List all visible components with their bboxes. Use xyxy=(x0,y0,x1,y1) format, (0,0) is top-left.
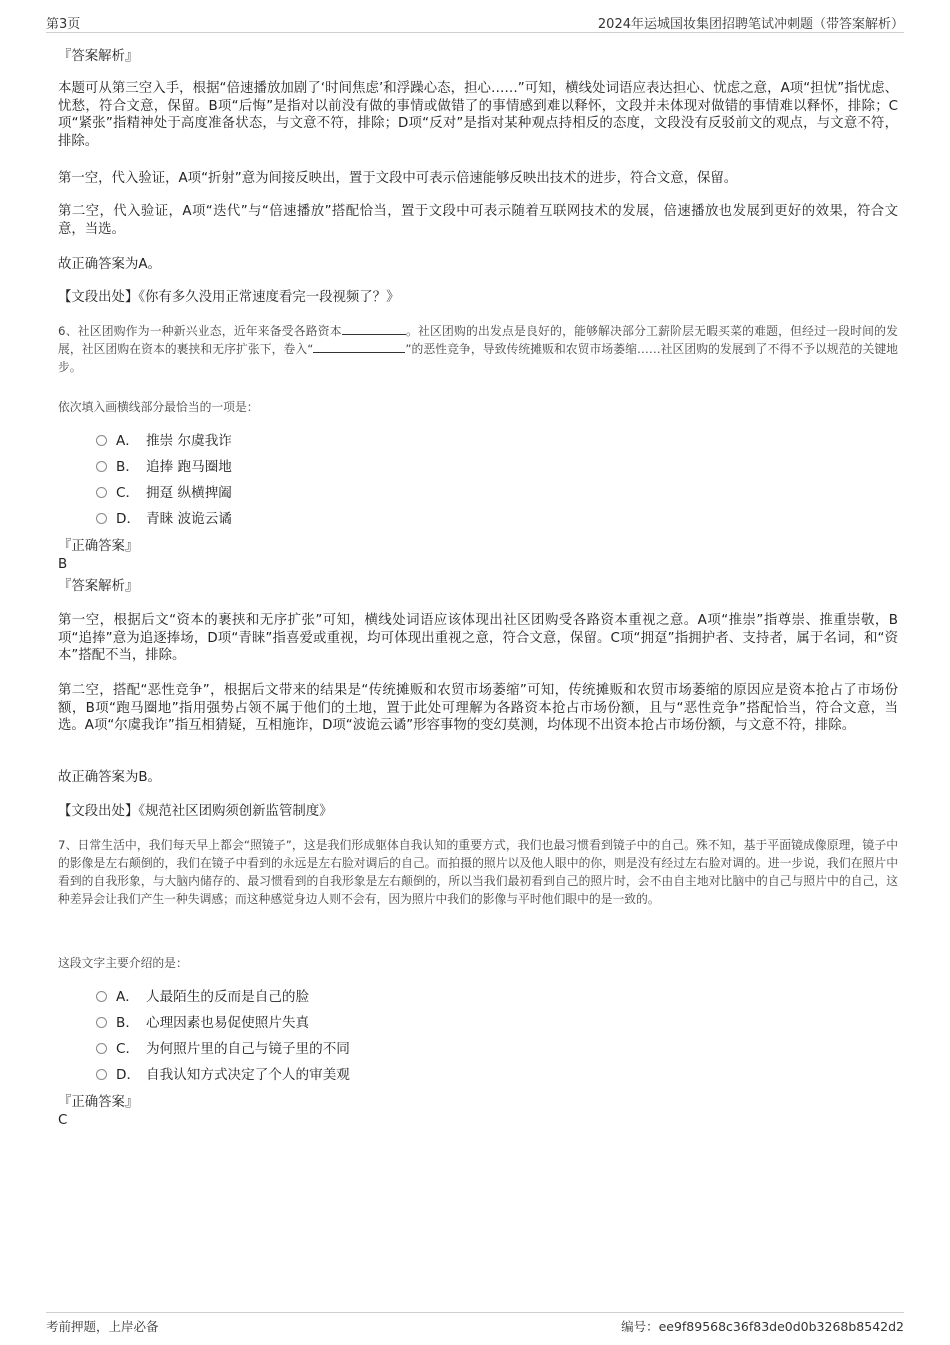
question-6-text: 6、社区团购作为一种新兴业态，近年来备受各路资本 。社区团购的出发点是良好的，能够解决部分工薪阶层无暇买菜的难题，但经过一段时间的发展，社区团购在资本的裹挟和无序扩张下，卷入“ ”的恶性竞争，导致传统摊贩和农贸市场萎缩……社区团购的发展到了不得不予以规范的关键地步。 xyxy=(58,324,898,374)
option-b[interactable]: B． 心理因素也易促使照片失真 xyxy=(96,1010,350,1036)
footer-slogan: 考前押题，上岸必备 xyxy=(46,1319,159,1334)
correct-answer-label: 『正确答案』 xyxy=(58,539,139,554)
question-6-prompt: 依次填入画横线部分最恰当的一项是： xyxy=(58,400,259,414)
option-a[interactable]: A． 人最陌生的反而是自己的脸 xyxy=(96,984,350,1010)
radio-icon[interactable] xyxy=(96,1043,107,1054)
option-d[interactable]: D． 自我认知方式决定了个人的审美观 xyxy=(96,1062,350,1088)
radio-icon[interactable] xyxy=(96,487,107,498)
page-header xyxy=(46,10,904,33)
correct-answer-label: 『正确答案』 xyxy=(58,1095,139,1110)
radio-icon[interactable] xyxy=(96,513,107,524)
document-code: 编号：ee9f89568c36f83de0d0b3268b8542d2 xyxy=(621,1319,904,1334)
radio-icon[interactable] xyxy=(96,1017,107,1028)
analysis-paragraph: 第一空，根据后文“资本的裹挟和无序扩张”可知，横线处词语应该体现出社区团购受各路资本重视之意。A项“推崇”指尊崇、推重崇敬，B项“追捧”意为追逐捧场，D项“青睐”指喜爱或重视，均可体现出重视之意，符合文意，保留。C项“拥趸”指拥护者、支持者，属于名词，和“资本”搭配不当，排除。 xyxy=(58,613,898,663)
page-number: 第3页 xyxy=(46,17,81,32)
analysis-label: 『答案解析』 xyxy=(58,579,139,594)
correct-answer: C xyxy=(58,1113,68,1128)
radio-icon[interactable] xyxy=(96,461,107,472)
blank-1 xyxy=(342,322,406,335)
question-7-prompt: 这段文字主要介绍的是： xyxy=(58,956,188,970)
answer-conclusion: 故正确答案为B。 xyxy=(58,770,161,785)
blank-2 xyxy=(313,340,405,353)
analysis-paragraph: 第二空，代入验证，A项“迭代”与“倍速播放”搭配恰当，置于文段中可表示随着互联网技术的发展，倍速播放也发展到更好的效果，符合文意，当选。 xyxy=(58,204,898,237)
radio-icon[interactable] xyxy=(96,1069,107,1080)
analysis-label: 『答案解析』 xyxy=(58,49,139,64)
option-b[interactable]: B． 追捧 跑马圈地 xyxy=(96,454,232,480)
question-6-options xyxy=(96,428,232,532)
page-footer xyxy=(46,1312,904,1337)
analysis-paragraph: 第二空，搭配“恶性竞争”，根据后文带来的结果是“传统摊贩和农贸市场萎缩”可知，传统摊贩和农贸市场萎缩的原因应是资本抢占了市场份额，B项“跑马圈地”指用强势占领不属于他们的土地，置于此处可理解为各路资本抢占市场份额，且与“恶性竞争”搭配恰当，符合文意，当选。A项“尔虞我诈”指互相猜疑，互相施诈，D项“波诡云谲”形容事物的变幻莫测，均体现不出资本抢占市场份额，与文意不符，排除。 xyxy=(58,683,898,733)
option-a[interactable]: A． 推崇 尔虞我诈 xyxy=(96,428,232,454)
document-title: 2024年运城国妆集团招聘笔试冲刺题（带答案解析） xyxy=(597,17,904,32)
radio-icon[interactable] xyxy=(96,435,107,446)
text-source: 【文段出处】《你有多久没用正常速度看完一段视频了？》 xyxy=(58,290,400,305)
question-7-options xyxy=(96,984,350,1088)
radio-icon[interactable] xyxy=(96,991,107,1002)
analysis-paragraph: 第一空，代入验证，A项“折射”意为间接反映出，置于文段中可表示倍速能够反映出技术的进步，符合文意，保留。 xyxy=(58,171,738,186)
option-d[interactable]: D． 青睐 波诡云谲 xyxy=(96,506,232,532)
text-source: 【文段出处】《规范社区团购须创新监管制度》 xyxy=(58,804,333,819)
analysis-paragraph: 本题可从第三空入手，根据“倍速播放加剧了‘时间焦虑’和浮躁心态，担心……”可知，横线处词语应表达担心、忧虑之意，A项“担忧”指忧虑、忧愁，符合文意，保留。B项“后悔”是指对以前没有做的事情或做错了的事情感到难以释怀，文段并未体现对做错的事情难以释怀，排除；C项“紧张”指精神处于高度准备状态，与文意不符，排除；D项“反对”是指对某种观点持相反的态度，文段没有反驳前文的观点，与文意不符，排除。 xyxy=(58,81,898,149)
correct-answer: B xyxy=(58,557,68,572)
option-c[interactable]: C． 为何照片里的自己与镜子里的不同 xyxy=(96,1036,350,1062)
question-7-text: 7、日常生活中，我们每天早上都会“照镜子”，这是我们形成躯体自我认知的重要方式，我们也最习惯看到镜子中的自己。殊不知，基于平面镜成像原理，镜子中的影像是左右颠倒的，我们在镜子中看到的永远是左右脸对调后的自己。而拍摄的照片以及他人眼中的你，则是没有经过左右脸对调的。进一步说，我们在照片中看到的自我形象，与大脑内储存的、最习惯看到的自我形象是左右颠倒的，所以当我们最初看到自己的照片时，会不由自主地对比脑中的自己与照片中的自己，这种差异会让我们产生一种失调感；而这种感觉身边人则不会有，因为照片中我们的影像与平时他们眼中的是一致的。 xyxy=(58,838,898,906)
answer-conclusion: 故正确答案为A。 xyxy=(58,257,161,272)
option-c[interactable]: C． 拥趸 纵横捭阖 xyxy=(96,480,232,506)
